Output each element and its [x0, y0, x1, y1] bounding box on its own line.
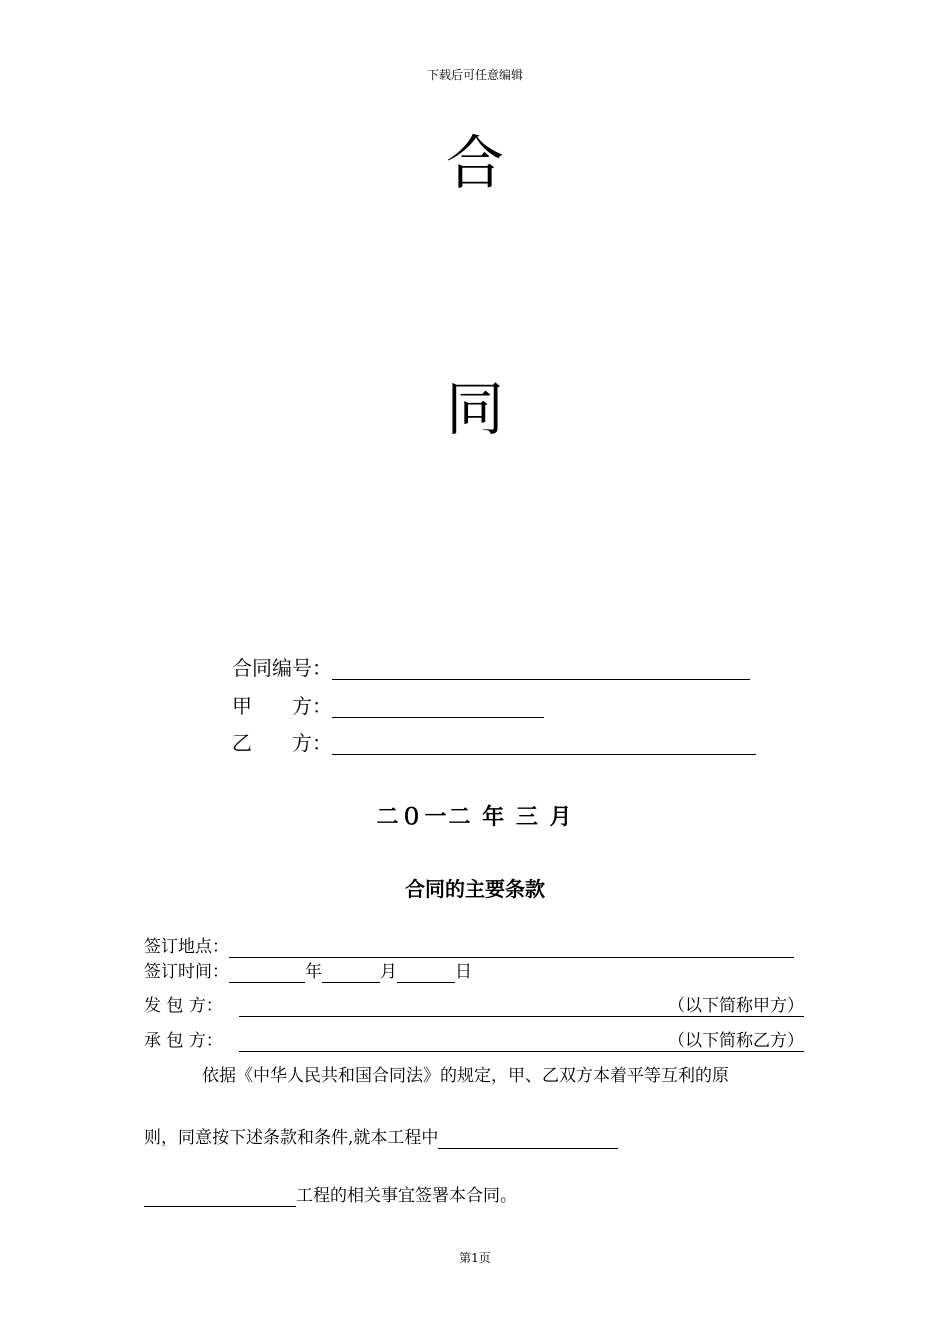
body-line-3	[144, 1185, 517, 1207]
project-type-blank[interactable]	[144, 1188, 296, 1207]
employer-label: 发 包 方：	[144, 996, 223, 1016]
year-blank[interactable]	[229, 964, 305, 983]
project-name-blank[interactable]	[438, 1130, 618, 1149]
date-line: 二０一二 年 三 月	[376, 804, 574, 830]
party-b-label: 乙 方：	[232, 731, 332, 755]
sign-time-label: 签订时间：	[144, 962, 229, 982]
title-char-1: 合	[445, 129, 504, 197]
day-blank[interactable]	[397, 964, 455, 983]
sign-place-blank[interactable]	[229, 939, 794, 958]
contractor-row	[144, 1030, 804, 1052]
body-line-1: 依据《中华人民共和国合同法》的规定，甲、乙双方本着平等互利的原	[202, 1066, 729, 1086]
title-char-2: 同	[445, 375, 504, 443]
contract-no-label: 合同编号：	[232, 656, 332, 680]
contract-no-blank[interactable]	[332, 659, 750, 680]
header-note: 下载后可任意编辑	[426, 68, 523, 82]
month-blank[interactable]	[322, 964, 380, 983]
page-number: 第1页	[459, 1251, 491, 1265]
contractor-label: 承 包 方：	[144, 1031, 223, 1051]
body-line-2	[144, 1127, 618, 1149]
sign-place-row	[144, 936, 804, 958]
sign-time-row	[144, 961, 472, 983]
clause-title: 合同的主要条款	[405, 877, 545, 901]
day-label: 日	[455, 962, 472, 982]
body-line-2-text: 则，同意按下述条款和条件,就本工程中	[144, 1128, 439, 1148]
body-line-3-text: 工程的相关事宜签署本合同。	[296, 1186, 517, 1206]
party-b-blank[interactable]	[332, 734, 756, 755]
employer-suffix: （以下简称甲方）	[668, 996, 804, 1016]
party-b-row	[232, 731, 756, 755]
party-a-blank[interactable]	[332, 697, 544, 718]
employer-row	[144, 995, 804, 1017]
year-label: 年	[305, 962, 322, 982]
contract-no-row	[232, 656, 750, 680]
contractor-suffix: （以下简称乙方）	[668, 1031, 804, 1051]
party-a-label: 甲 方：	[232, 694, 332, 718]
party-a-row	[232, 694, 544, 718]
month-label: 月	[380, 962, 397, 982]
sign-place-label: 签订地点：	[144, 937, 229, 957]
